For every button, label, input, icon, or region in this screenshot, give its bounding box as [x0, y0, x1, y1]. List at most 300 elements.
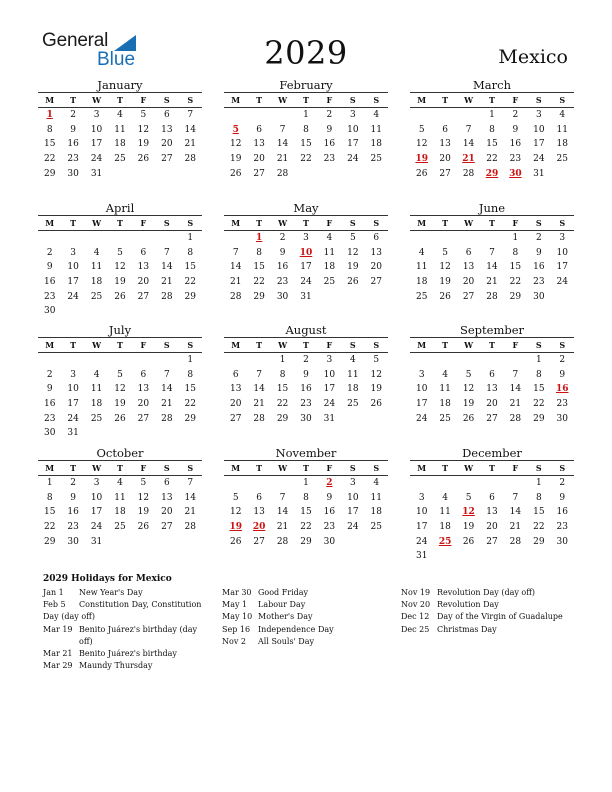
- day-cell: 14: [161, 384, 173, 395]
- day-cell: 11: [114, 492, 126, 503]
- weekday-label: S: [373, 218, 380, 228]
- day-cell: 12: [114, 262, 126, 273]
- day-cell: 24: [556, 277, 568, 288]
- weekday-label: S: [187, 218, 194, 228]
- day-cell: 22: [533, 522, 545, 533]
- holidays-title: 2029 Holidays for Mexico: [43, 574, 172, 584]
- day-cell: 6: [163, 110, 170, 121]
- day-cell: 8: [46, 492, 53, 503]
- week-row: [224, 534, 388, 549]
- day-cell: 30: [556, 536, 568, 547]
- day-cell: 7: [163, 247, 170, 258]
- day-cell: 3: [93, 110, 100, 121]
- day-cell: 28: [161, 413, 173, 424]
- day-cell: 28: [253, 413, 265, 424]
- week-row: [224, 166, 388, 181]
- day-cell: 26: [415, 168, 428, 179]
- day-cell: 10: [347, 124, 359, 135]
- day-cell: 8: [512, 247, 519, 258]
- week-row: [224, 411, 388, 426]
- weekday-label: S: [349, 95, 356, 105]
- day-cell: 14: [509, 507, 522, 518]
- weekday-label: M: [45, 340, 55, 350]
- holiday-name: Benito Juárez's birthday: [79, 649, 177, 659]
- weekday-label: F: [140, 95, 147, 105]
- day-cell: 29: [184, 291, 196, 302]
- weekday-label: M: [45, 95, 55, 105]
- holiday-item: [401, 587, 571, 599]
- week-row: [224, 491, 388, 506]
- weekday-label: W: [278, 95, 288, 105]
- holiday-item: [222, 587, 392, 599]
- day-cell: 25: [370, 154, 382, 165]
- day-cell: 4: [418, 247, 425, 258]
- day-cell: 15: [184, 384, 196, 395]
- day-cell: 19: [114, 399, 126, 410]
- day-cell: 18: [90, 277, 103, 288]
- day-cell: 11: [556, 124, 568, 135]
- week-row: [224, 476, 388, 491]
- day-cell: 4: [93, 247, 100, 258]
- day-cell: 10: [90, 124, 103, 135]
- weekday-label: T: [256, 218, 263, 228]
- day-cell: 7: [187, 110, 194, 121]
- day-cell: 25: [90, 413, 103, 424]
- holiday-date: Nov 2: [222, 636, 246, 646]
- week-row: [38, 123, 202, 138]
- day-cell: 13: [462, 262, 475, 273]
- day-cell: 21: [509, 399, 522, 410]
- day-cell: 11: [370, 492, 382, 503]
- day-cell: 29: [276, 413, 289, 424]
- day-cell: 22: [486, 154, 498, 165]
- day-cell: 8: [489, 124, 495, 135]
- day-cell: 3: [93, 478, 100, 489]
- day-cell: 23: [43, 413, 56, 424]
- day-cell: 15: [300, 507, 312, 518]
- month-name: October: [96, 446, 144, 460]
- day-cell: 5: [465, 492, 472, 503]
- day-cell: 10: [415, 384, 428, 395]
- weekday-label: M: [231, 340, 241, 350]
- holiday-day-cell: 20: [252, 522, 266, 533]
- day-cell: 1: [46, 478, 53, 489]
- logo-general-text: General: [42, 30, 109, 51]
- day-cell: 26: [114, 413, 126, 424]
- weekday-label: W: [92, 340, 102, 350]
- day-cell: 29: [533, 413, 545, 424]
- day-cell: 28: [509, 413, 522, 424]
- day-cell: 29: [509, 291, 522, 302]
- day-cell: 11: [415, 262, 428, 273]
- day-cell: 6: [232, 369, 239, 380]
- week-row: [38, 166, 202, 181]
- day-cell: 17: [323, 384, 336, 395]
- weekday-label: T: [117, 340, 123, 350]
- week-row: [410, 137, 574, 152]
- holiday-name: Independence Day: [258, 624, 334, 634]
- day-cell: 13: [137, 262, 150, 273]
- day-cell: 25: [556, 154, 568, 165]
- day-cell: 6: [442, 124, 448, 135]
- day-cell: 20: [161, 139, 173, 150]
- day-cell: 1: [187, 233, 194, 244]
- holiday-item: [401, 624, 571, 636]
- day-cell: 3: [349, 110, 356, 121]
- day-cell: 9: [70, 492, 76, 503]
- month-august: [224, 323, 388, 426]
- week-row: [224, 353, 388, 368]
- weekday-label: S: [163, 340, 170, 350]
- day-cell: 8: [187, 369, 194, 380]
- day-cell: 8: [187, 247, 194, 258]
- day-cell: 20: [370, 262, 382, 273]
- weekday-label: W: [92, 95, 102, 105]
- day-cell: 7: [489, 247, 495, 258]
- day-cell: 5: [117, 369, 123, 380]
- holiday-day-cell: 12: [462, 507, 475, 518]
- day-cell: 6: [489, 369, 495, 380]
- weekday-label: F: [140, 463, 147, 473]
- weekday-label: M: [231, 463, 241, 473]
- day-cell: 11: [114, 124, 126, 135]
- weekday-label: T: [489, 218, 495, 228]
- week-row: [410, 397, 574, 412]
- day-cell: 12: [229, 139, 242, 150]
- day-cell: 3: [559, 233, 566, 244]
- day-cell: 26: [137, 154, 150, 165]
- day-cell: 1: [535, 478, 542, 489]
- day-cell: 18: [370, 507, 382, 518]
- holiday-item: [43, 648, 213, 660]
- month-name: September: [459, 323, 525, 337]
- day-cell: 1: [187, 355, 194, 366]
- day-cell: 19: [114, 277, 126, 288]
- holiday-date: Sep 16: [222, 624, 251, 634]
- day-cell: 20: [462, 277, 475, 288]
- day-cell: 14: [276, 507, 289, 518]
- weekday-label: S: [373, 340, 380, 350]
- weekday-label: T: [256, 340, 263, 350]
- weekday-label: T: [489, 340, 495, 350]
- holiday-day-cell: 5: [232, 124, 239, 135]
- day-cell: 11: [347, 369, 359, 380]
- weekday-header: [410, 460, 574, 476]
- day-cell: 17: [533, 139, 545, 150]
- week-row: [224, 397, 388, 412]
- weekday-label: S: [559, 463, 566, 473]
- weekday-label: S: [187, 340, 194, 350]
- day-cell: 2: [303, 355, 309, 366]
- day-cell: 6: [489, 492, 495, 503]
- day-cell: 18: [114, 139, 126, 150]
- weekday-label: T: [442, 218, 449, 228]
- day-cell: 4: [93, 369, 100, 380]
- month-name: May: [293, 201, 319, 215]
- day-cell: 27: [253, 168, 265, 179]
- day-cell: 13: [253, 507, 265, 518]
- week-row: [224, 260, 388, 275]
- day-cell: 5: [442, 247, 448, 258]
- day-cell: 16: [43, 399, 56, 410]
- holiday-item: [401, 611, 571, 623]
- day-cell: 31: [415, 551, 428, 562]
- holiday-name: Mother's Day: [258, 612, 313, 622]
- weekday-label: W: [278, 218, 288, 228]
- month-name: February: [279, 78, 333, 92]
- day-cell: 2: [535, 233, 542, 244]
- day-cell: 31: [67, 428, 79, 439]
- day-cell: 15: [300, 139, 312, 150]
- day-cell: 21: [509, 522, 522, 533]
- month-name: June: [478, 201, 506, 215]
- week-row: [38, 382, 202, 397]
- day-cell: 30: [276, 291, 289, 302]
- day-cell: 19: [347, 262, 359, 273]
- weekday-label: S: [349, 218, 356, 228]
- day-cell: 12: [370, 369, 382, 380]
- holiday-item: [43, 660, 213, 672]
- week-row: [38, 476, 202, 491]
- day-cell: 17: [415, 399, 428, 410]
- holiday-name: Constitution Day, Constitution: [79, 600, 202, 610]
- week-row: [38, 246, 202, 261]
- day-cell: 18: [114, 507, 126, 518]
- day-cell: 4: [373, 110, 380, 121]
- weekday-label: W: [278, 463, 288, 473]
- week-row: [38, 397, 202, 412]
- month-january: [38, 78, 202, 181]
- day-cell: 19: [462, 522, 475, 533]
- day-cell: 16: [67, 139, 79, 150]
- week-row: [410, 123, 574, 138]
- holiday-item: [43, 587, 213, 599]
- day-cell: 11: [90, 384, 103, 395]
- weekday-label: S: [187, 463, 194, 473]
- day-cell: 4: [442, 369, 448, 380]
- day-cell: 23: [323, 154, 336, 165]
- day-cell: 4: [326, 233, 333, 244]
- weekday-label: W: [92, 463, 102, 473]
- week-row: [410, 491, 574, 506]
- day-cell: 21: [184, 139, 196, 150]
- day-cell: 14: [253, 384, 265, 395]
- holiday-name: Maundy Thursday: [79, 661, 153, 671]
- month-july: [38, 323, 202, 441]
- day-cell: 15: [533, 384, 545, 395]
- day-cell: 21: [161, 277, 173, 288]
- day-cell: 28: [229, 291, 242, 302]
- day-cell: 23: [323, 522, 336, 533]
- day-cell: 23: [276, 277, 289, 288]
- day-cell: 7: [465, 124, 472, 135]
- holiday-date: Feb 5: [43, 600, 66, 610]
- day-cell: 18: [323, 262, 336, 273]
- day-cell: 5: [418, 124, 425, 135]
- day-cell: 26: [439, 291, 451, 302]
- day-cell: 12: [439, 262, 451, 273]
- day-cell: 8: [303, 124, 309, 135]
- day-cell: 24: [533, 154, 545, 165]
- day-cell: 21: [276, 522, 289, 533]
- day-cell: 18: [415, 277, 428, 288]
- day-cell: 15: [486, 139, 498, 150]
- day-cell: 8: [46, 124, 53, 135]
- day-cell: 10: [67, 262, 79, 273]
- month-name: August: [285, 323, 327, 337]
- day-cell: 24: [415, 536, 428, 547]
- day-cell: 6: [140, 247, 147, 258]
- week-row: [410, 505, 574, 520]
- weekday-header: [410, 215, 574, 231]
- day-cell: 3: [326, 355, 333, 366]
- week-row: [410, 152, 574, 167]
- holiday-day-cell: 10: [299, 247, 313, 258]
- day-cell: 6: [140, 369, 147, 380]
- weekday-label: M: [417, 340, 427, 350]
- day-cell: 2: [279, 233, 286, 244]
- holiday-date: Mar 21: [43, 649, 73, 659]
- holiday-day-cell: 16: [555, 384, 569, 395]
- holiday-day-cell: 1: [46, 110, 53, 121]
- day-cell: 8: [535, 492, 542, 503]
- month-february: [224, 78, 388, 181]
- weekday-label: S: [535, 218, 542, 228]
- day-cell: 21: [276, 154, 289, 165]
- day-cell: 7: [256, 369, 262, 380]
- weekday-label: T: [256, 95, 263, 105]
- week-row: [410, 260, 574, 275]
- day-cell: 13: [229, 384, 242, 395]
- day-cell: 20: [137, 399, 150, 410]
- day-cell: 7: [279, 492, 286, 503]
- holiday-column: [401, 587, 571, 636]
- holiday-name: Labour Day: [258, 600, 306, 610]
- week-row: [38, 108, 202, 123]
- week-row: [224, 123, 388, 138]
- day-cell: 24: [323, 399, 336, 410]
- weekday-label: F: [512, 340, 519, 350]
- day-cell: 31: [323, 413, 336, 424]
- day-cell: 15: [276, 384, 289, 395]
- week-row: [410, 411, 574, 426]
- day-cell: 3: [349, 478, 356, 489]
- day-cell: 4: [442, 492, 448, 503]
- day-cell: 5: [140, 478, 147, 489]
- month-name: November: [275, 446, 337, 460]
- weekday-label: M: [45, 218, 55, 228]
- day-cell: 30: [556, 413, 568, 424]
- month-december: [410, 446, 574, 564]
- weekday-label: T: [303, 95, 309, 105]
- day-cell: 26: [114, 291, 126, 302]
- day-cell: 7: [187, 478, 194, 489]
- day-cell: 20: [486, 522, 498, 533]
- day-cell: 11: [323, 247, 336, 258]
- day-cell: 30: [43, 306, 56, 317]
- weekday-label: T: [442, 463, 449, 473]
- day-cell: 15: [533, 507, 545, 518]
- day-cell: 29: [184, 413, 196, 424]
- day-cell: 29: [43, 536, 56, 547]
- week-row: [38, 353, 202, 368]
- day-cell: 10: [67, 384, 79, 395]
- holiday-name: Revolution Day (day off): [437, 588, 536, 597]
- day-cell: 24: [90, 154, 103, 165]
- day-cell: 17: [90, 507, 103, 518]
- day-cell: 20: [229, 399, 242, 410]
- weekday-label: W: [278, 340, 288, 350]
- weekday-label: M: [417, 218, 427, 228]
- day-cell: 23: [556, 399, 568, 410]
- holiday-name: Day of the Virgin of Guadalupe: [437, 612, 563, 622]
- day-cell: 9: [326, 124, 333, 135]
- day-cell: 15: [184, 262, 196, 273]
- day-cell: 25: [90, 291, 103, 302]
- day-cell: 17: [67, 399, 79, 410]
- holiday-day-cell: 25: [438, 536, 452, 547]
- day-cell: 26: [229, 168, 242, 179]
- weekday-header: [224, 215, 388, 231]
- week-row: [224, 108, 388, 123]
- weekday-label: T: [70, 218, 77, 228]
- holiday-date: May 10: [222, 612, 253, 622]
- day-cell: 5: [373, 355, 380, 366]
- week-row: [410, 520, 574, 535]
- holiday-item: [401, 599, 571, 611]
- day-cell: 22: [300, 154, 312, 165]
- weekday-label: S: [349, 463, 356, 473]
- day-cell: 14: [462, 139, 475, 150]
- day-cell: 12: [137, 124, 150, 135]
- day-cell: 17: [556, 262, 568, 273]
- day-cell: 11: [90, 262, 103, 273]
- weekday-label: W: [464, 340, 474, 350]
- holiday-date: May 1: [222, 600, 248, 610]
- week-row: [410, 275, 574, 290]
- day-cell: 27: [486, 413, 498, 424]
- day-cell: 28: [276, 536, 289, 547]
- day-cell: 14: [276, 139, 289, 150]
- week-row: [410, 353, 574, 368]
- holiday-item: [43, 624, 213, 648]
- month-may: [224, 201, 388, 304]
- day-cell: 7: [279, 124, 286, 135]
- logo-blue-text: Blue: [97, 49, 136, 70]
- week-row: [410, 166, 574, 181]
- holiday-date: Jan 1: [43, 588, 64, 597]
- holiday-day-cell: 1: [256, 233, 263, 244]
- header: [0, 0, 612, 80]
- weekday-header: [410, 92, 574, 108]
- day-cell: 10: [323, 369, 336, 380]
- day-cell: 2: [46, 247, 53, 258]
- day-cell: 23: [67, 522, 79, 533]
- weekday-label: T: [303, 463, 309, 473]
- week-row: [410, 231, 574, 246]
- day-cell: 26: [229, 536, 242, 547]
- weekday-header: [38, 92, 202, 108]
- day-cell: 14: [184, 492, 196, 503]
- holiday-day-cell: 30: [509, 168, 522, 179]
- weekday-header: [224, 460, 388, 476]
- day-cell: 28: [509, 536, 522, 547]
- day-cell: 22: [533, 399, 545, 410]
- day-cell: 23: [43, 291, 56, 302]
- day-cell: 1: [512, 233, 519, 244]
- weekday-label: T: [256, 463, 263, 473]
- day-cell: 24: [347, 522, 359, 533]
